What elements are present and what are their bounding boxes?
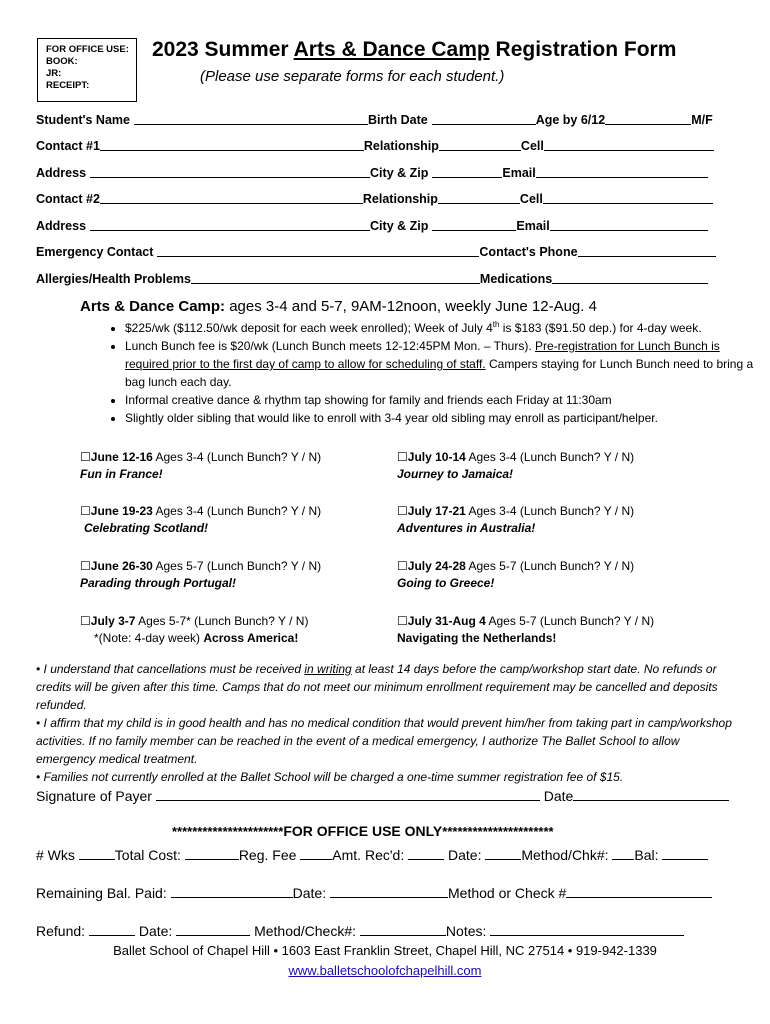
camp-info-list (95, 316, 765, 427)
birth-date-field[interactable] (432, 113, 536, 125)
office-date-field[interactable] (485, 846, 521, 860)
camp-heading (80, 298, 597, 315)
row-allergies (36, 272, 726, 286)
wks-field[interactable] (79, 846, 115, 860)
session-ages: Ages 3-4 (Lunch Bunch? Y / N) (152, 450, 322, 464)
office-use-box (37, 38, 137, 102)
signature-date-label: Date (543, 788, 574, 804)
session-theme: Going to Greece! (397, 576, 495, 590)
refund-method-field[interactable] (360, 922, 446, 936)
signature-label: Signature of Payer (36, 788, 152, 804)
age-label: Age by 6/12 (535, 113, 606, 127)
students-name-field[interactable] (134, 113, 368, 125)
address1-field[interactable] (90, 166, 370, 178)
address1-city-label: City & Zip (370, 166, 429, 180)
session-july-24 (397, 558, 634, 592)
reg-fee-label: Reg. Fee (238, 847, 297, 863)
office-book-label: BOOK: (46, 56, 78, 67)
page-subtitle: (Please use separate forms for each student.) (200, 68, 505, 85)
office-only-label: FOR OFFICE USE ONLY (283, 823, 443, 839)
session-june-26 (80, 558, 321, 592)
session-theme: Adventures in Australia! (397, 521, 536, 535)
contact1-cell-field[interactable] (544, 139, 714, 151)
birth-date-label: Birth Date (367, 113, 428, 127)
session-date: June 26-30 (90, 559, 153, 573)
bal-field[interactable] (662, 846, 708, 860)
total-cost-field[interactable] (185, 846, 239, 860)
contact1-cell-label: Cell (520, 139, 544, 153)
refund-method-label: Method/Check#: (254, 923, 357, 939)
emergency-contact-field[interactable] (157, 245, 479, 257)
office-row-2 (36, 884, 712, 901)
emergency-contact-label: Emergency Contact (36, 245, 154, 259)
address1-city-field[interactable] (432, 166, 502, 178)
medications-label: Medications (479, 272, 553, 286)
session-ages: Ages 5-7* (Lunch Bunch? Y / N) (135, 614, 309, 628)
website-link[interactable]: www.balletschoolofchapelhill.com (288, 963, 482, 978)
refund-label: Refund: (36, 923, 86, 939)
amt-recd-label: Amt. Rec'd: (332, 847, 405, 863)
contact2-field[interactable] (100, 192, 363, 204)
row-student (36, 113, 726, 127)
address2-email-label: Email (516, 219, 550, 233)
session-theme: Celebrating Scotland! (84, 521, 209, 535)
session-july-17 (397, 503, 634, 537)
checkbox-july-17[interactable]: ☐ (397, 504, 408, 518)
allergies-label: Allergies/Health Problems (36, 272, 191, 286)
session-date: June 12-16 (90, 450, 153, 464)
amt-recd-field[interactable] (408, 846, 444, 860)
session-ages: Ages 3-4 (Lunch Bunch? Y / N) (152, 504, 322, 518)
contacts-phone-field[interactable] (578, 245, 716, 257)
address2-label: Address (36, 219, 87, 233)
contact1-relationship-label: Relationship (363, 139, 439, 153)
method-or-check-label: Method or Check # (448, 885, 567, 901)
contact2-cell-field[interactable] (543, 192, 713, 204)
checkbox-july-3[interactable]: ☐ (80, 614, 91, 628)
camp-heading-bold: Arts & Dance Camp: (80, 298, 226, 315)
bal-label: Bal: (634, 847, 659, 863)
bullet2-b: Campers staying for Lunch Bunch need to bring a bag lunch each day. (125, 357, 754, 389)
office-date-label: Date: (448, 847, 482, 863)
session-date: July 17-21 (407, 504, 466, 518)
footer-address: Ballet School of Chapel Hill • 1603 East Franklin Street, Chapel Hill, NC 27514 • 919-942-1339 (113, 943, 657, 958)
mf-label: M/F (691, 113, 713, 127)
notice1-underlined: in writing (304, 662, 352, 676)
camp-bullet-showing: • Informal creative dance & rhythm tap showing for family and friends each Friday at 11:30am (125, 391, 765, 409)
contact1-label: Contact #1 (36, 139, 100, 153)
camp-bullet-sibling: • Slightly older sibling that would like to enroll with 3-4 year old sibling may enroll as participant/helper. (125, 409, 765, 427)
session-ages: Ages 5-7 (Lunch Bunch? Y / N) (152, 559, 322, 573)
session-theme: Across America! (203, 631, 299, 645)
row-emergency (36, 245, 726, 259)
session-date: July 10-14 (407, 450, 466, 464)
contact2-relationship-label: Relationship (362, 192, 438, 206)
checkbox-july-31[interactable]: ☐ (397, 614, 408, 628)
refund-field[interactable] (89, 922, 135, 936)
address2-field[interactable] (90, 219, 370, 231)
camp-bullet-price (125, 316, 765, 337)
reg-fee-field[interactable] (300, 846, 332, 860)
office-jr-label: JR: (46, 68, 62, 79)
session-july-31 (397, 613, 654, 647)
notice-registration-fee: • Families not currently enrolled at the Ballet School will be charged a one-time summer registration fee of $15. (36, 770, 624, 784)
session-june-19 (80, 503, 321, 537)
session-date: June 19-23 (90, 504, 153, 518)
camp-heading-rest: ages 3-4 and 5-7, 9AM-12noon, weekly June 12-Aug. 4 (225, 298, 597, 315)
signature-field[interactable] (156, 787, 540, 801)
refund-date-label: Date: (138, 923, 173, 939)
checkbox-june-19[interactable]: ☐ (80, 504, 91, 518)
session-ages: Ages 3-4 (Lunch Bunch? Y / N) (465, 504, 635, 518)
policy-notices (36, 660, 736, 786)
session-date: July 24-28 (407, 559, 466, 573)
checkbox-june-12[interactable]: ☐ (80, 450, 91, 464)
session-ages: Ages 5-7 (Lunch Bunch? Y / N) (485, 614, 655, 628)
session-date: July 31-Aug 4 (407, 614, 486, 628)
session-july-3 (80, 613, 308, 647)
page-title (152, 38, 677, 62)
notice1-b: at least 14 days before the camp/workshop start date. No refunds or credits will be given after this time. Camps that do not meet our minimum enrollment requirement may be cancelled and deposits refunded. (36, 662, 718, 712)
notes-label: Notes: (445, 923, 487, 939)
checkbox-july-10[interactable]: ☐ (397, 450, 408, 464)
row-contact2 (36, 192, 726, 206)
address1-label: Address (36, 166, 87, 180)
notes-field[interactable] (490, 922, 684, 936)
title-post: Registration Form (489, 38, 677, 61)
office-row-1 (36, 846, 708, 863)
bullet1-a: $225/wk ($112.50/wk deposit for each week enrolled); Week of July 4 (125, 321, 493, 335)
session-ages: Ages 5-7 (Lunch Bunch? Y / N) (465, 559, 635, 573)
bullet1-b: is $183 ($91.50 dep.) for 4-day week. (499, 321, 702, 335)
remaining-label: Remaining Bal. Paid: (36, 885, 167, 901)
signature-row (36, 787, 729, 804)
stars-left: ********************** (172, 824, 284, 839)
footer-website-row (0, 963, 770, 978)
remaining-date-label: Date: (292, 885, 327, 901)
contact1-field[interactable] (100, 139, 364, 151)
office-use-title: FOR OFFICE USE: (46, 44, 129, 55)
notice1-a: • I understand that cancellations must be received (36, 662, 305, 676)
checkbox-june-26[interactable]: ☐ (80, 559, 91, 573)
session-date: July 3-7 (90, 614, 136, 628)
refund-date-field[interactable] (176, 922, 250, 936)
wks-label: # Wks (36, 847, 75, 863)
address2-city-field[interactable] (432, 219, 516, 231)
session-theme: Parading through Portugal! (80, 576, 236, 590)
address1-email-label: Email (502, 166, 536, 180)
signature-date-field[interactable] (573, 787, 729, 801)
office-only-heading (172, 823, 554, 839)
office-receipt-label: RECEIPT: (46, 80, 90, 91)
address1-email-field[interactable] (536, 166, 708, 178)
address2-email-field[interactable] (550, 219, 708, 231)
row-address2 (36, 219, 726, 233)
session-theme: Fun in France! (80, 467, 163, 481)
method-or-check-field[interactable] (566, 884, 712, 898)
session-ages: Ages 3-4 (Lunch Bunch? Y / N) (465, 450, 635, 464)
notice-health: • I affirm that my child is in good health and has no medical condition that would prevent him/her from taking part in camp/workshop activities. If no family member can be reached in the event of a medical emergency, I authorize The Ballet School to allow emergency medical treatment. (36, 716, 732, 766)
medications-field[interactable] (552, 272, 708, 284)
remaining-date-field[interactable] (330, 884, 448, 898)
students-name-label: Student's Name (36, 113, 130, 127)
checkbox-july-24[interactable]: ☐ (397, 559, 408, 573)
title-underlined: Arts & Dance Camp (293, 38, 490, 61)
camp-bullet-lunch (125, 337, 765, 391)
row-contact1 (36, 139, 726, 153)
session-theme: Navigating the Netherlands! (397, 631, 557, 645)
contact2-cell-label: Cell (519, 192, 543, 206)
total-cost-label: Total Cost: (114, 847, 181, 863)
method-chk-label: Method/Chk#: (521, 847, 609, 863)
notice-cancellation (36, 660, 736, 714)
allergies-field[interactable] (191, 272, 480, 284)
bullet2-underlined: Pre-registration for Lunch Bunch is required prior to the first day of camp to allow for scheduling of staff. (125, 339, 720, 371)
session-theme: Journey to Jamaica! (397, 467, 514, 481)
contact1-relationship-field[interactable] (439, 139, 521, 151)
method-chk-field[interactable] (612, 846, 634, 860)
contact2-relationship-field[interactable] (438, 192, 520, 204)
session-june-12 (80, 449, 321, 483)
session-july-10 (397, 449, 634, 483)
row-address1 (36, 166, 726, 180)
session-note: *(Note: 4-day week) (94, 631, 204, 645)
title-pre: 2023 Summer (152, 38, 294, 61)
stars-right: ********************** (442, 824, 554, 839)
office-row-3 (36, 922, 684, 939)
contact2-label: Contact #2 (36, 192, 100, 206)
bullet2-a: Lunch Bunch fee is $20/wk (Lunch Bunch meets 12-12:45PM Mon. – Thurs). (125, 339, 536, 353)
address2-city-label: City & Zip (370, 219, 429, 233)
bullet1-sup: th (492, 320, 500, 329)
remaining-field[interactable] (171, 884, 293, 898)
age-field[interactable] (605, 113, 691, 125)
contacts-phone-label: Contact's Phone (479, 245, 578, 259)
